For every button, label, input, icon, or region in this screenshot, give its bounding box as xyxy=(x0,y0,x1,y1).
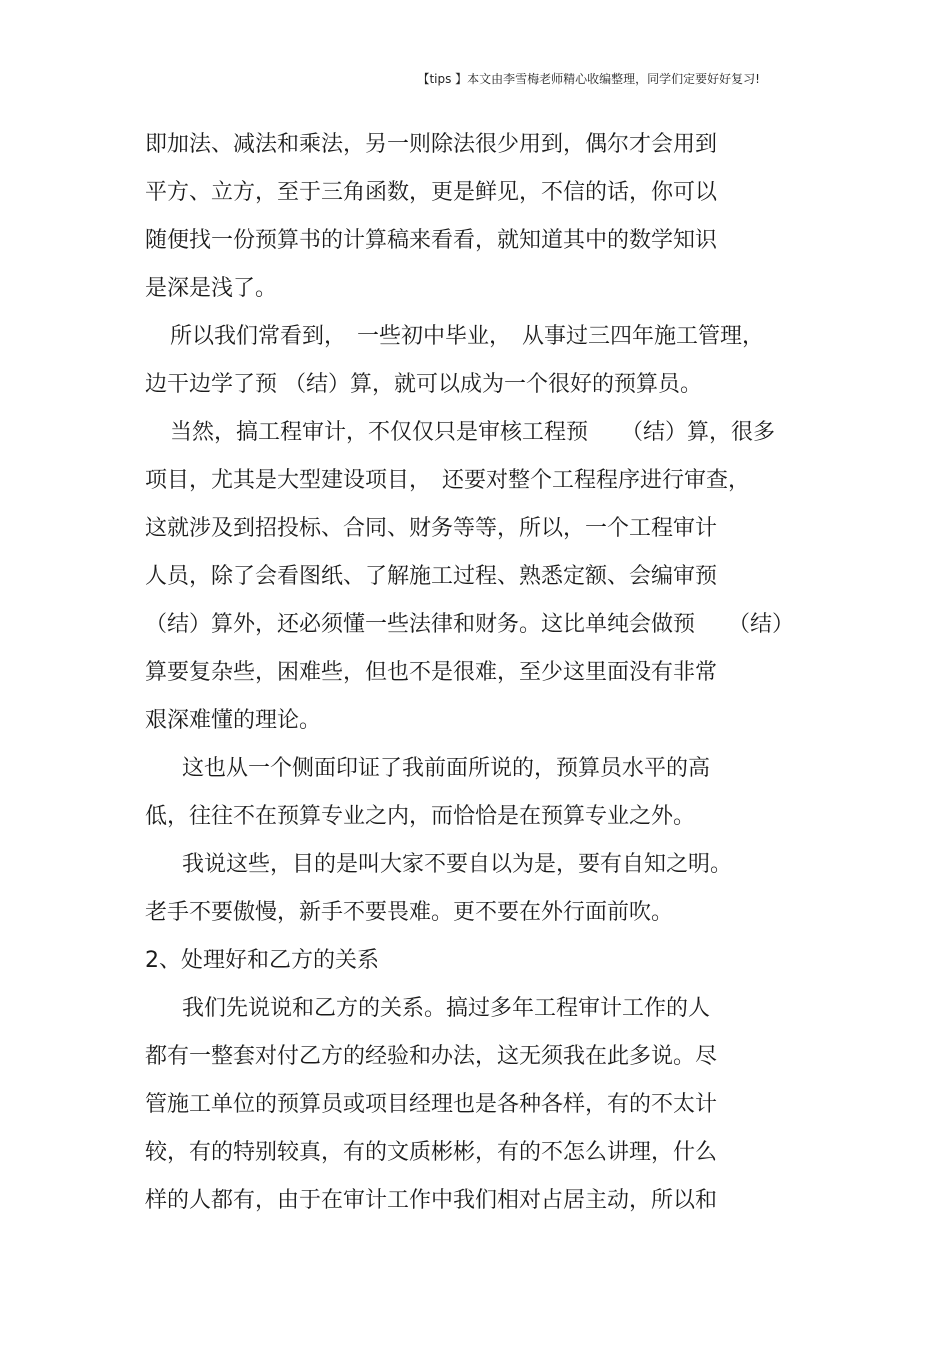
text-line: 随便找一份预算书的计算稿来看看，就知道其中的数学知识 xyxy=(145,228,718,253)
text-line: 都有一整套对付乙方的经验和办法，这无须我在此多说。尽 xyxy=(145,1044,718,1069)
text-line: 即加法、减法和乘法，另一则除法很少用到，偶尔才会用到 xyxy=(145,132,718,157)
text-line: 老手不要傲慢，新手不要畏难。更不要在外行面前吹。 xyxy=(145,900,674,925)
text-line: 我们先说说和乙方的关系。搞过多年工程审计工作的人 xyxy=(182,996,711,1021)
text-line: 样的人都有，由于在审计工作中我们相对占居主动，所以和 xyxy=(145,1188,718,1213)
text-line: 边干边学了预 （结）算，就可以成为一个很好的预算员。 xyxy=(145,372,702,397)
text-line: 所以我们常看到， 一些初中毕业， 从事过三四年施工管理， xyxy=(170,324,765,349)
text-line: 这就涉及到招投标、合同、财务等等，所以，一个工程审计 xyxy=(145,516,718,541)
text-line: 我说这些，目的是叫大家不要自以为是，要有自知之明。 xyxy=(182,852,733,877)
text-line: 低，往往不在预算专业之内，而恰恰是在预算专业之外。 xyxy=(145,804,696,829)
text-line: 平方、立方，至于三角函数，更是鲜见，不信的话，你可以 xyxy=(145,180,718,205)
text-line: 项目，尤其是大型建设项目， 还要对整个工程程序进行审查， xyxy=(145,468,751,493)
header-tip-note: 【tips 】本文由李雪梅老师精心收编整理，同学们定要好好复习! xyxy=(417,72,760,86)
section-heading: 2、处理好和乙方的关系 xyxy=(145,948,379,973)
text-line: 较，有的特别较真，有的文质彬彬，有的不怎么讲理，什么 xyxy=(145,1140,718,1165)
text-line: 当然，搞工程审计，不仅仅只是审核工程预 （结）算，很多 xyxy=(170,420,776,445)
text-line: 是深是浅了。 xyxy=(145,276,278,301)
text-line: 艰深难懂的理论。 xyxy=(145,708,322,733)
text-line: 管施工单位的预算员或项目经理也是各种各样，有的不太计 xyxy=(145,1092,718,1117)
text-line: （结）算外，还必须懂一些法律和财务。这比单纯会做预 （结） xyxy=(145,612,795,637)
text-line: 人员，除了会看图纸、了解施工过程、熟悉定额、会编审预 xyxy=(145,564,718,589)
text-line: 算要复杂些，困难些，但也不是很难，至少这里面没有非常 xyxy=(145,660,718,685)
text-line: 这也从一个侧面印证了我前面所说的，预算员水平的高 xyxy=(182,756,711,781)
